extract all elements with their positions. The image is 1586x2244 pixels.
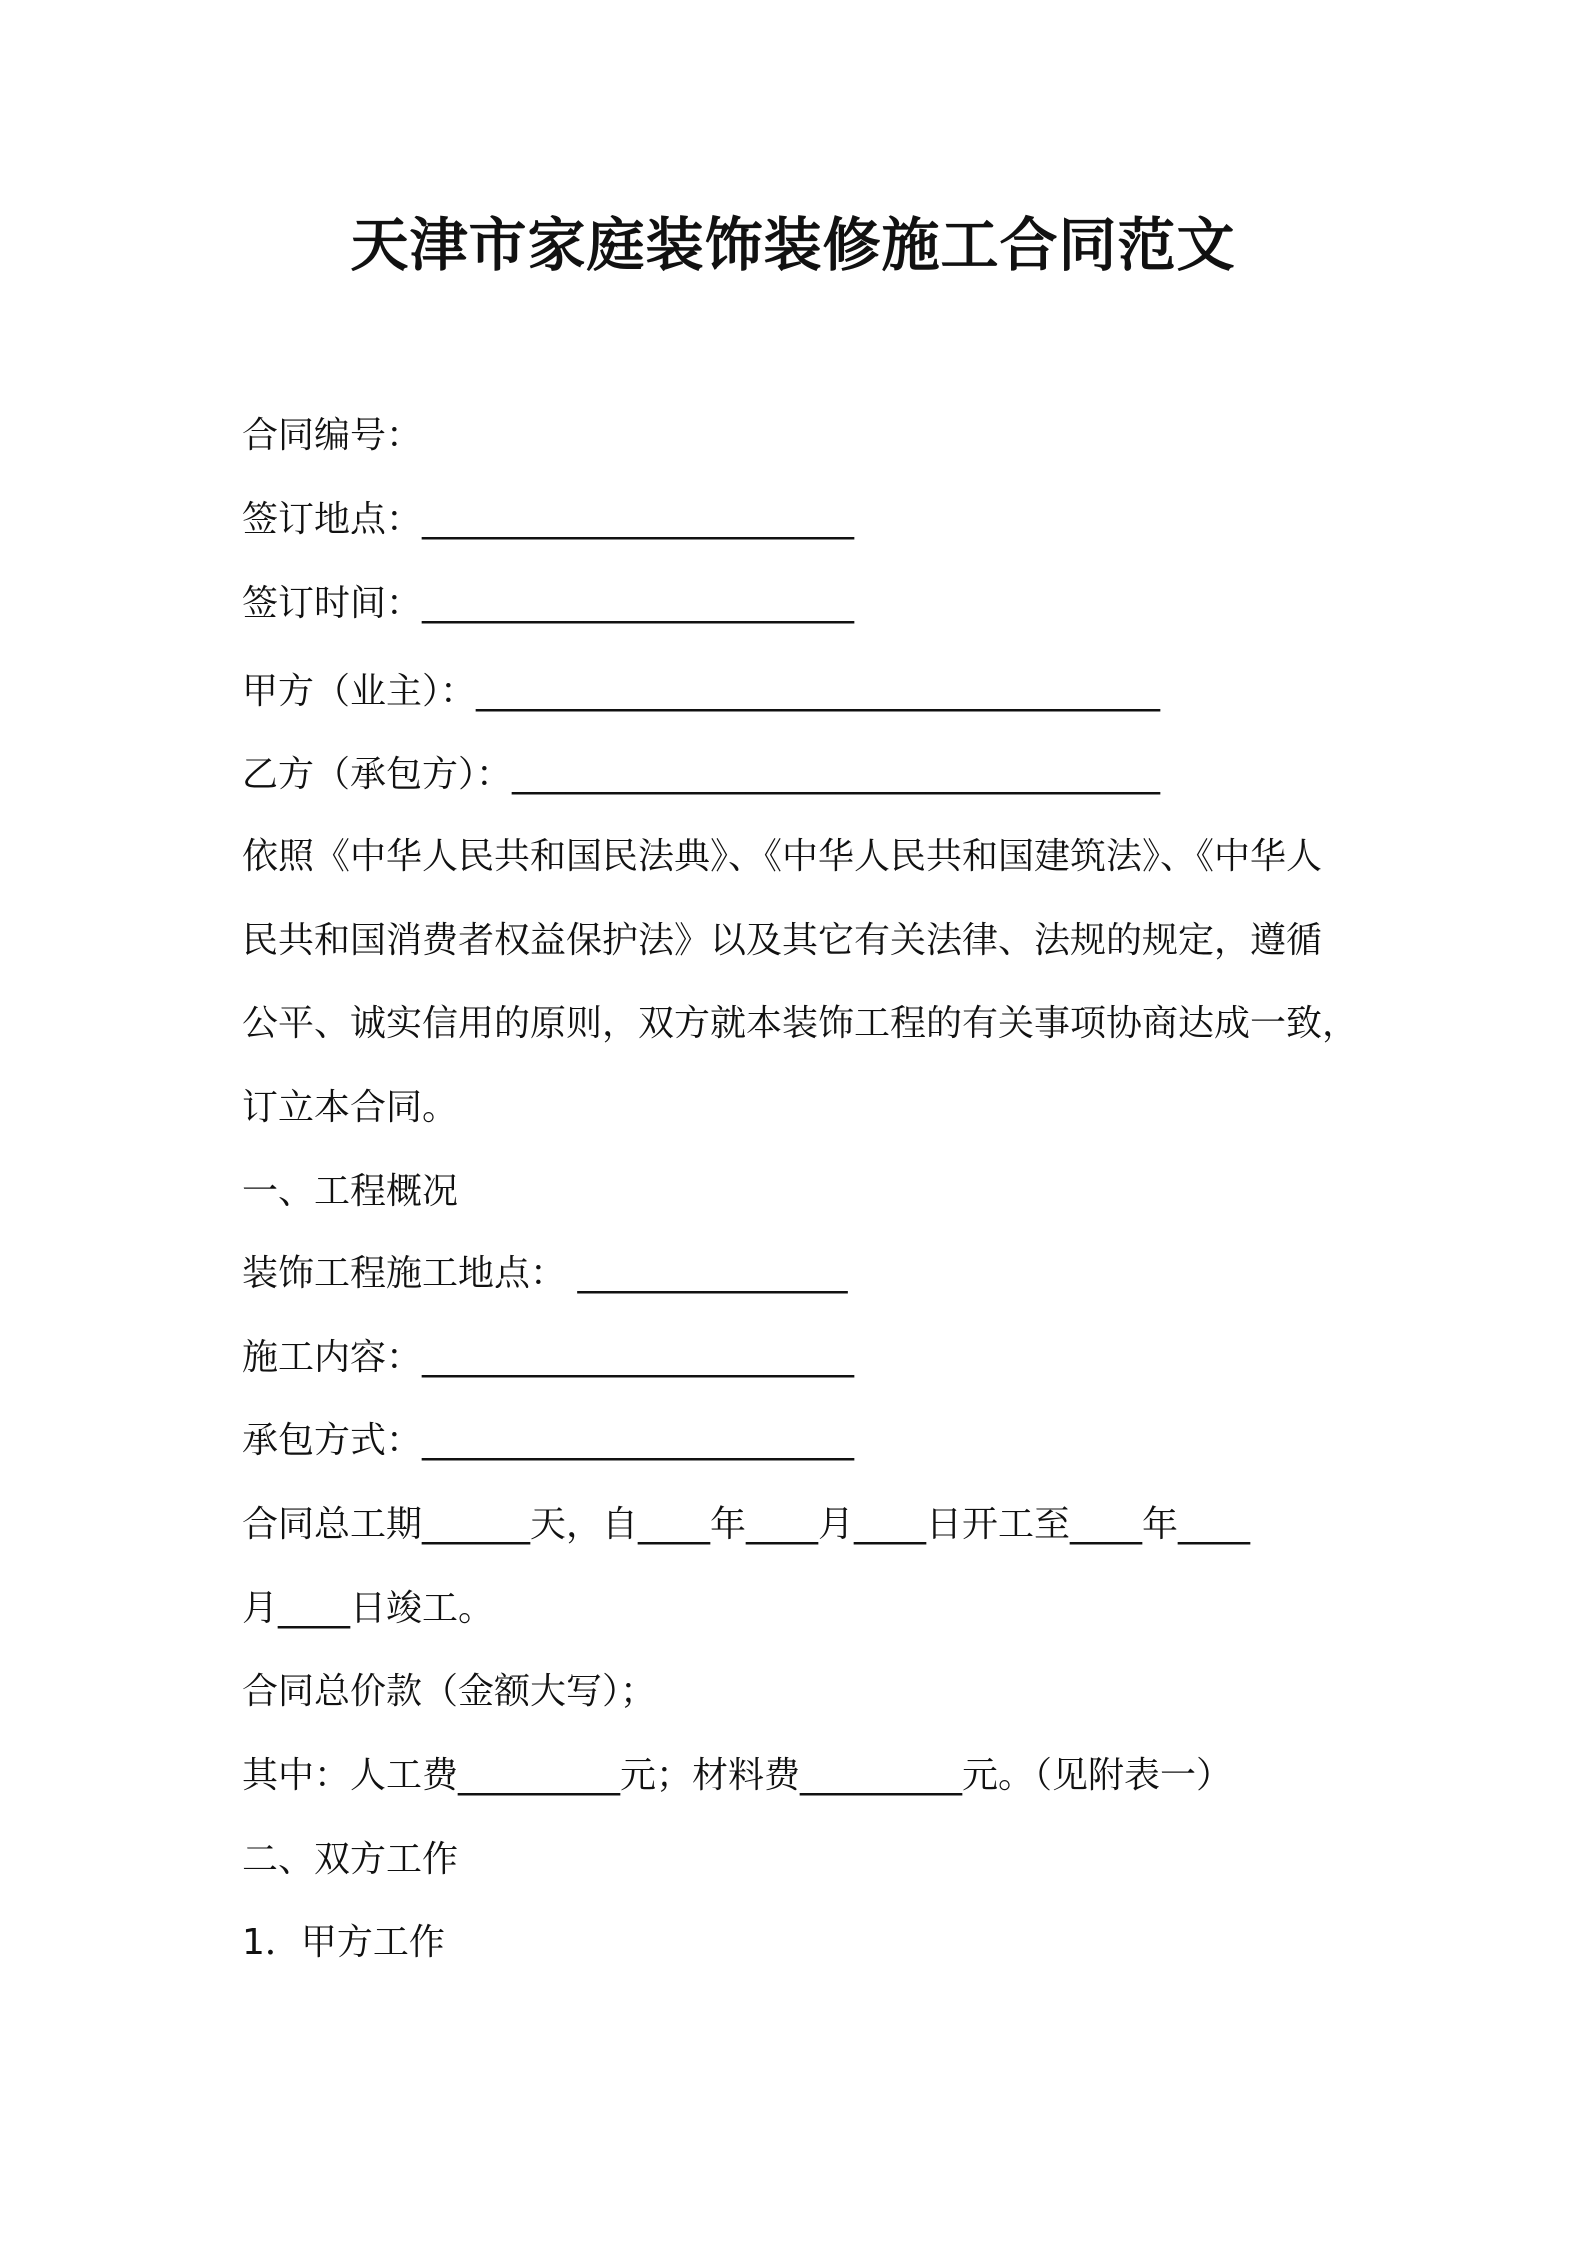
preamble-line-2: 民共和国消费者权益保护法》以及其它有关法律、法规的规定，遵循: [242, 920, 1323, 961]
contract-number-line: 合同编号：: [242, 415, 423, 456]
section-heading-1: 一、工程概况: [242, 1171, 459, 1212]
contract-method-line: 承包方式：________________________: [242, 1420, 855, 1461]
subsection-heading-1: 1．甲方工作: [242, 1922, 445, 1963]
project-location-line: 装饰工程施工地点： _______________: [242, 1253, 848, 1294]
signing-time-line: 签订时间：________________________: [242, 583, 855, 624]
preamble-line-1: 依照《中华人民共和国民法典》、《中华人民共和国建筑法》、《中华人: [242, 836, 1323, 877]
preamble-line-3: 公平、诚实信用的原则，双方就本装饰工程的有关事项协商达成一致，: [242, 1003, 1359, 1044]
section-heading-2: 二、双方工作: [242, 1839, 459, 1880]
duration-line-2: 月____日竣工。: [242, 1588, 495, 1629]
party-a-line: 甲方（业主）：______________________________________: [242, 671, 1161, 712]
party-b-line: 乙方（承包方）：____________________________________: [242, 754, 1161, 795]
total-price-line: 合同总价款（金额大写）；: [242, 1671, 657, 1712]
preamble-line-4: 订立本合同。: [242, 1087, 459, 1128]
construction-content-line: 施工内容：________________________: [242, 1337, 855, 1378]
duration-line-1: 合同总工期______天，自____年____月____日开工至____年____: [242, 1504, 1251, 1545]
signing-place-line: 签订地点：________________________: [242, 499, 855, 540]
cost-breakdown-line: 其中：人工费_________元；材料费_________元。（见附表一）: [242, 1755, 1233, 1796]
document-title: 天津市家庭装饰装修施工合同范文: [350, 211, 1236, 279]
